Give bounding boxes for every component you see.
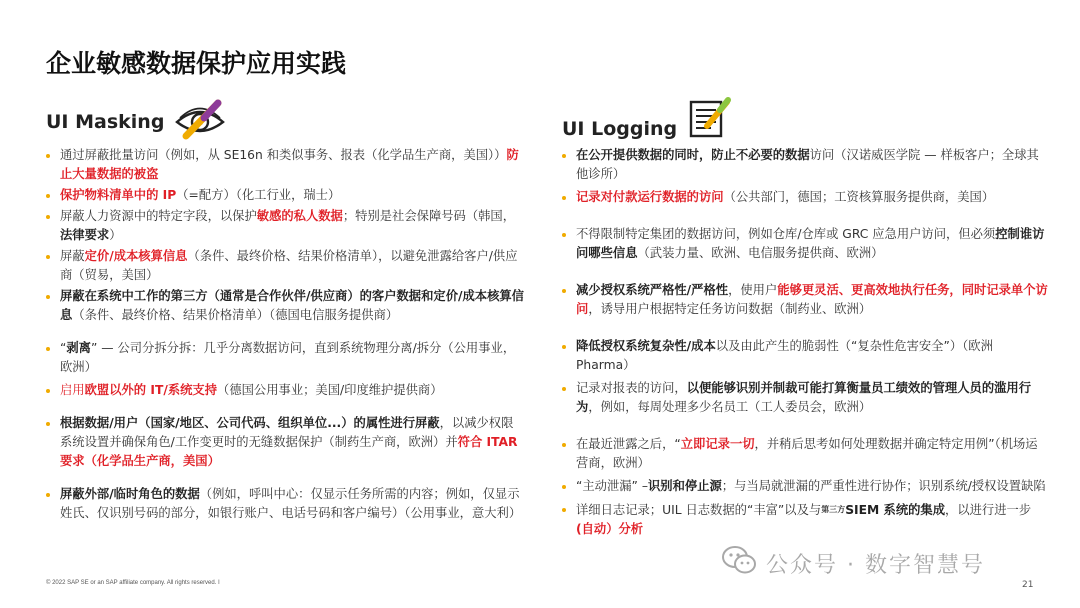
item-text: 不得限制特定集团的数据访问，例如仓库/仓库或 GRC 应急用户访问，但必须 [576, 227, 996, 241]
logging-list [562, 146, 1048, 539]
bullet-dot [562, 443, 566, 447]
item-text: “ [60, 341, 67, 355]
item-highlight: 欧盟以外的 IT/系统支持 [84, 383, 218, 397]
bullet-dot [46, 194, 50, 198]
watermark [722, 545, 985, 581]
item-text: ” — 公司分拆分拆：几乎分离数据访问，直到系统物理分离/拆分（公用事业，欧洲） [60, 341, 516, 374]
bullet-dot [562, 345, 566, 349]
item-text: ） [109, 228, 122, 242]
item-text: ，例如，每周处理多少名员工（工人委员会，欧洲） [588, 400, 872, 414]
item-bold: 法律要求 [60, 228, 110, 242]
bullet-dot [46, 295, 50, 299]
item-text: ；与当局就泄漏的严重性进行协作；识别系统/授权设置缺陷 [721, 479, 1046, 493]
item-text: ，以进行进一步 [945, 503, 1032, 517]
list-item [46, 207, 524, 245]
section-title-logging: UI Logging [562, 118, 678, 140]
item-highlight: 定价/成本核算信息 [84, 249, 188, 263]
item-text: 屏蔽人力资源中的特定字段，以保护 [60, 209, 257, 223]
item-text: ，并稍后思考如何处理数据并确定特定用例”（机场运营商，欧洲） [576, 437, 1038, 470]
ui-masking-heading [46, 98, 226, 146]
bullet-dot [46, 347, 50, 351]
item-text: 访问（汉诺威医学院 — 样板客户；全球其他诊所） [576, 148, 1039, 181]
list-item [562, 225, 1048, 263]
item-highlight: 防止大量数据的被盗 [60, 148, 519, 181]
list-item [46, 381, 524, 400]
item-highlight: 敏感的私人数据 [256, 209, 343, 223]
item-text: ，使用户 [728, 283, 778, 297]
ui-logging-heading [562, 94, 733, 144]
bullet-dot [562, 387, 566, 391]
item-bold: 识别和停止源 [648, 479, 722, 493]
item-text: ，以减少权限系统设置并确保角色/工作变更时的无缝数据保护（制药生产商，欧洲）并 [60, 416, 514, 449]
item-bold: 在公开提供数据的同时，防止不必要的数据 [576, 148, 810, 162]
item-text: 详细日志记录；UIL 日志数据的“丰富”以及与 [576, 503, 822, 517]
list-item [562, 281, 1048, 319]
item-bold: SIEM 系统的集成 [845, 503, 946, 517]
list-item [46, 146, 524, 184]
list-item [46, 414, 524, 471]
item-text: ；特别是社会保障号码（韩国， [342, 209, 516, 223]
list-item [562, 477, 1048, 496]
watermark-text: 公众号 · 数字智慧号 [766, 552, 985, 578]
bullet-dot [46, 154, 50, 158]
list-item [562, 379, 1048, 417]
bullet-dot [562, 289, 566, 293]
list-item [562, 500, 1048, 539]
list-item [562, 337, 1048, 375]
item-text: （条件、最终价格、结果价格清单），以避免泄露给客户/供应商（贸易，美国） [60, 249, 518, 282]
item-bold: 减少授权系统严格性/严格性 [576, 283, 729, 297]
item-highlight: 符合 ITAR 要求（化学品生产商，美国） [60, 435, 518, 468]
bullet-dot [562, 508, 566, 512]
page-title: 企业敏感数据保护应用实践 [46, 49, 347, 78]
item-highlight: 立即记录一切 [680, 437, 755, 451]
item-text: 在最近泄露之后，“ [576, 437, 681, 451]
item-bold: 以便能够识别并制裁可能打算衡量员工绩效的管理人员的滥用行为 [576, 381, 1032, 414]
bullet-dot [46, 255, 50, 259]
bullet-dot [562, 196, 566, 200]
item-highlight-plain: 启用 [60, 383, 85, 397]
masking-list [46, 146, 524, 523]
item-text: （条件、最终价格、结果价格清单）（德国电信服务提供商） [72, 308, 399, 322]
item-text: 通过屏蔽批量访问（例如，从 SE16n 和类似事务、报表（化学品生产商，美国）） [60, 148, 507, 162]
copyright-footer: © 2022 SAP SE or an SAP affiliate company. All rights reserved. ǀ [46, 580, 220, 586]
item-text: 记录对报表的访问， [576, 381, 687, 395]
item-text: ，诱导用户根据特定任务访问数据（制药业、欧洲） [588, 302, 872, 316]
list-item [46, 485, 524, 523]
eye-slash-icon [174, 98, 226, 146]
list-item [562, 188, 1048, 207]
bullet-dot [562, 154, 566, 158]
bullet-dot [46, 215, 50, 219]
item-text: （德国公用事业；美国/印度维护提供商） [217, 383, 443, 397]
section-title-masking: UI Masking [46, 111, 165, 133]
item-bold: 屏蔽外部/临时角色的数据 [60, 487, 200, 501]
bullet-dot [562, 233, 566, 237]
list-item [46, 186, 524, 205]
item-bold: 剥离 [66, 341, 91, 355]
item-text: （武装力量、欧洲、电信服务提供商、欧洲） [637, 246, 884, 260]
item-text: “主动泄漏” – [576, 479, 648, 493]
item-highlight: 保护物料清单中的 IP [60, 188, 177, 202]
item-highlight: 记录对付款运行数据的访问 [576, 190, 724, 204]
list-item [46, 339, 524, 377]
list-item [562, 435, 1048, 473]
list-item [46, 287, 524, 325]
list-item [562, 146, 1048, 184]
bullet-dot [46, 389, 50, 393]
item-highlight: 能够更灵活、更高效地执行任务，同时记录单个访问 [576, 283, 1048, 316]
item-bold: 控制谁访问哪些信息 [576, 227, 1045, 260]
page-number: 21 [1022, 580, 1034, 590]
item-text: （例如，呼叫中心：仅显示任务所需的内容；例如，仅显示姓氏、仅识别号码的部分，如银行账户、电话号码和客户编号）（公用事业，意大利） [60, 487, 522, 520]
item-text: （=配方）（化工行业，瑞士） [176, 188, 341, 202]
bullet-dot [562, 485, 566, 489]
item-text: 屏蔽 [60, 249, 85, 263]
clipboard-pencil-icon [687, 94, 733, 144]
bullet-dot [46, 493, 50, 497]
item-superscript: 第三方 [821, 505, 846, 514]
item-bold: 根据数据/用户（国家/地区、公司代码、组织单位...）的属性进行屏蔽 [60, 416, 440, 430]
item-highlight: (自动）分析 [576, 522, 644, 536]
item-text: 以及由此产生的脆弱性（“复杂性危害安全”）（欧洲 Pharma） [576, 339, 993, 372]
bullet-dot [46, 422, 50, 426]
item-text: （公共部门，德国；工资核算服务提供商，美国） [723, 190, 995, 204]
item-bold: 降低授权系统复杂性/成本 [576, 339, 716, 353]
wechat-icon [722, 545, 756, 581]
item-bold: 屏蔽在系统中工作的第三方（通常是合作伙伴/供应商）的客户数据和定价/成本核算信息 [60, 289, 524, 322]
list-item [46, 247, 524, 285]
